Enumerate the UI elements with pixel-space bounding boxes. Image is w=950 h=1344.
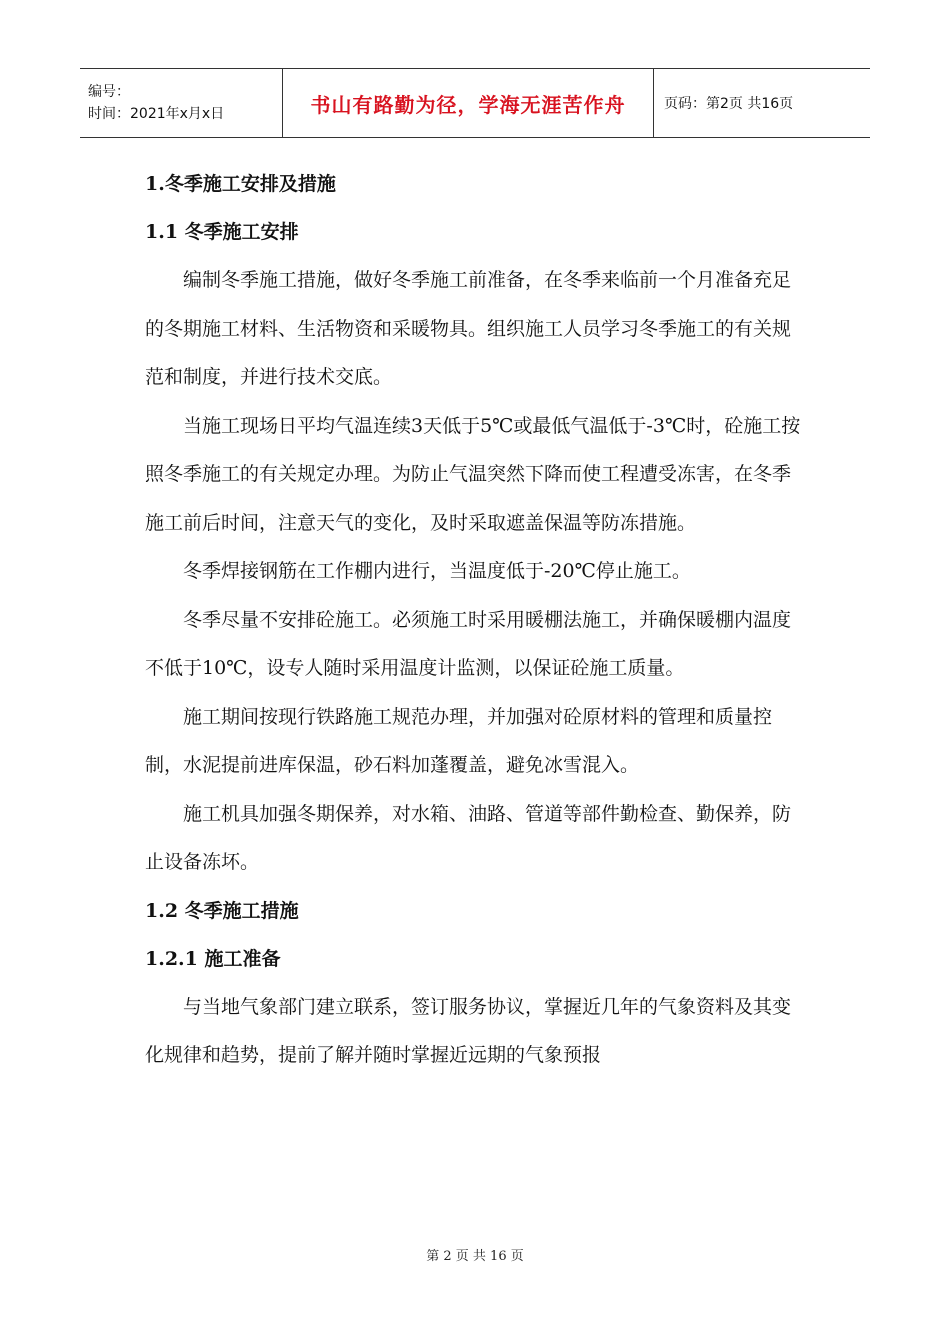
page-footer: 第 2 页 共 16 页	[426, 1249, 524, 1264]
header-meta	[80, 69, 282, 137]
section-heading-1-1: 1.1 冬季施工安排	[145, 221, 299, 243]
paragraph-6: 施工机具加强冬期保养，对水箱、油路、管道等部件勤检查、勤保养，防止设备冻坏。	[145, 802, 792, 873]
document-body	[145, 160, 805, 1080]
header-page-code-cell	[654, 69, 870, 137]
page-header	[80, 68, 870, 138]
section-heading-1: 1.冬季施工安排及措施	[145, 173, 336, 195]
paragraph-5: 施工期间按现行铁路施工规范办理，并加强对砼原材料的管理和质量控制，水泥提前进库保温，砂石料加蓬覆盖，避免冰雪混入。	[145, 705, 773, 776]
paragraph-3: 冬季焊接钢筋在工作棚内进行，当温度低于-20℃停止施工。	[183, 560, 691, 582]
paragraph-2: 当施工现场日平均气温连续3天低于5℃或最低气温低于-3℃时，砼施工按照冬季施工的有关规定办理。为防止气温突然下降而使工程遭受冻害，在冬季施工前后时间，注意天气的变化，及时采取遮盖保温等防冻措施。	[145, 414, 801, 534]
header-motto-cell	[282, 69, 654, 137]
section-heading-1-2-1: 1.2.1 施工准备	[145, 947, 281, 970]
paragraph-7: 与当地气象部门建立联系，签订服务协议，掌握近几年的气象资料及其变化规律和趋势，提前了解并随时掌握近远期的气象预报	[145, 995, 792, 1066]
header-motto: 书山有路勤为径，学海无涯苦作舟	[310, 92, 626, 117]
header-page-code: 页码：第2页 共16页	[664, 96, 794, 112]
document-time-label: 时间：2021年x月x日	[88, 106, 225, 122]
paragraph-1: 编制冬季施工措施，做好冬季施工前准备，在冬季来临前一个月准备充足的冬期施工材料、生活物资和采暖物具。组织施工人员学习冬季施工的有关规范和制度，并进行技术交底。	[145, 269, 792, 388]
section-heading-1-2: 1.2 冬季施工措施	[145, 899, 299, 922]
document-number-label: 编号：	[88, 84, 130, 100]
paragraph-4: 冬季尽量不安排砼施工。必须施工时采用暖棚法施工，并确保暖棚内温度不低于10℃，设专人随时采用温度计监测，以保证砼施工质量。	[145, 608, 792, 679]
